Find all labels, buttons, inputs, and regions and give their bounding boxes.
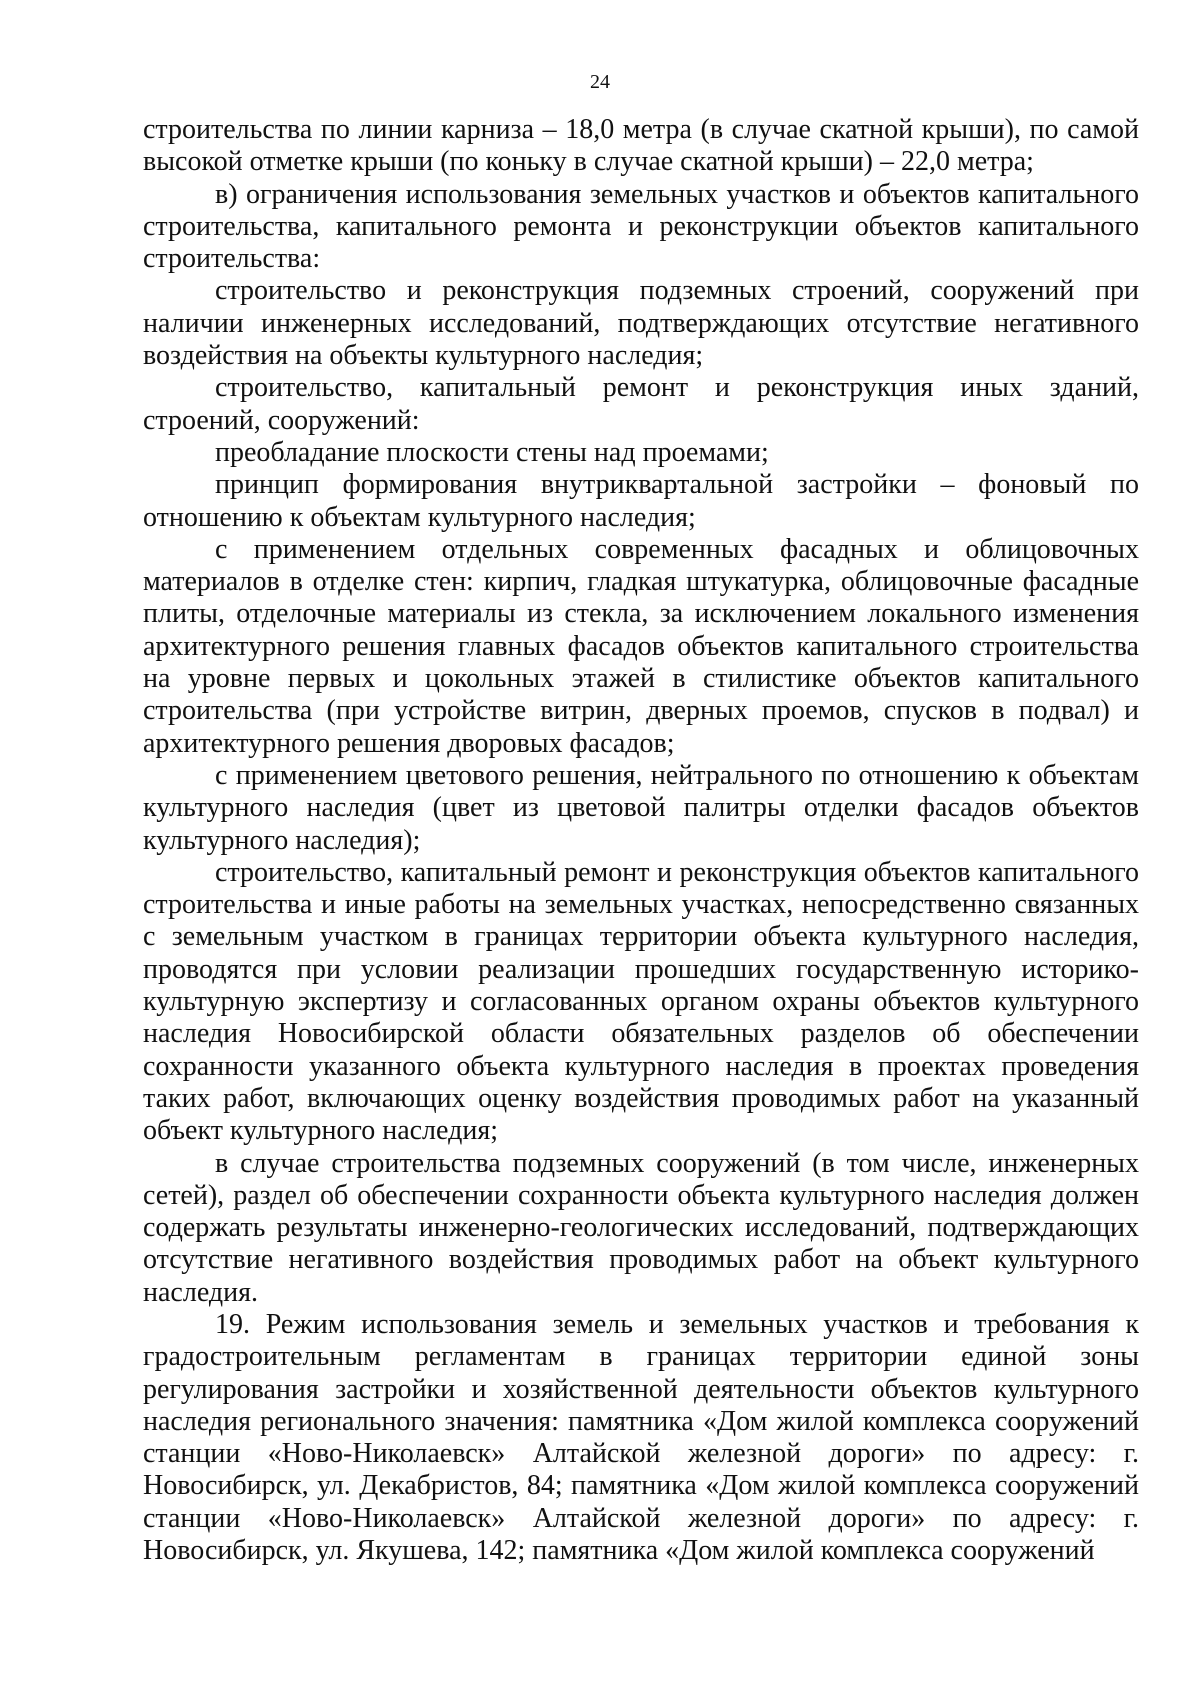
paragraph: в) ограничения использования земельных участков и объектов капитального строительства, капитального ремонта и реконструкции объектов капитального строительства: — [143, 178, 1139, 275]
paragraph: принцип формирования внутриквартальной застройки – фоновый по отношению к объектам культурного наследия; — [143, 469, 1139, 533]
paragraph: строительство и реконструкция подземных строений, сооружений при наличии инженерных исследований, подтверждающих отсутствие негативного воздействия на объекты культурного наследия; — [143, 275, 1139, 372]
paragraph: преобладание плоскости стены над проемами; — [215, 436, 769, 468]
paragraph: строительство, капитальный ремонт и реконструкция объектов капитального строительства и иные работы на земельных участках, непосредственно связанных с земельным участком в границах территории объекта культурного наследия, проводятся при условии реализации прошедших государственную историко-культурную экспертизу и согласованных органом охраны объектов культурного наследия Новосибирской области обязательных разделов об обеспечении сохранности указанного объекта культурного наследия в проектах проведения таких работ, включающих оценку воздействия проводимых работ на указанный объект культурного наследия; — [143, 856, 1139, 1147]
document-body — [143, 114, 1139, 1567]
paragraph: строительства по линии карниза – 18,0 метра (в случае скатной крыши), по самой высокой отметке крыши (по коньку в случае скатной крыши) – 22,0 метра; — [143, 114, 1139, 178]
page-number: 24 — [590, 71, 610, 93]
paragraph: в случае строительства подземных сооружений (в том числе, инженерных сетей), раздел об обеспечении сохранности объекта культурного наследия должен содержать результаты инженерно-геологических исследований, подтверждающих отсутствие негативного воздействия проводимых работ на объект культурного наследия. — [143, 1147, 1139, 1308]
paragraph: 19. Режим использования земель и земельных участков и требования к градостроительным регламентам в границах территории единой зоны регулирования застройки и хозяйственной деятельности объектов культурного наследия регионального значения: памятника «Дом жилой комплекса сооружений станции «Ново-Николаевск» Алтайской железной дороги» по адресу: г. Новосибирск, ул. Декабристов, 84; памятника «Дом жилой комплекса сооружений станции «Ново-Николаевск» Алтайской железной дороги» по адресу: г. Новосибирск, ул. Якушева, 142; памятника «Дом жилой комплекса сооружений — [143, 1308, 1139, 1567]
paragraph: с применением цветового решения, нейтрального по отношению к объектам культурного наследия (цвет из цветовой палитры отделки фасадов объектов культурного наследия); — [143, 759, 1139, 856]
paragraph: с применением отдельных современных фасадных и облицовочных материалов в отделке стен: кирпич, гладкая штукатурка, облицовочные фасадные плиты, отделочные материалы из стекла, за исключением локального изменения архитектурного решения главных фасадов объектов капитального строительства на уровне первых и цокольных этажей в стилистике объектов капитального строительства (при устройстве витрин, дверных проемов, спусков в подвал) и архитектурного решения дворовых фасадов; — [143, 533, 1139, 759]
paragraph: строительство, капитальный ремонт и реконструкция иных зданий, строений, сооружений: — [143, 372, 1139, 436]
